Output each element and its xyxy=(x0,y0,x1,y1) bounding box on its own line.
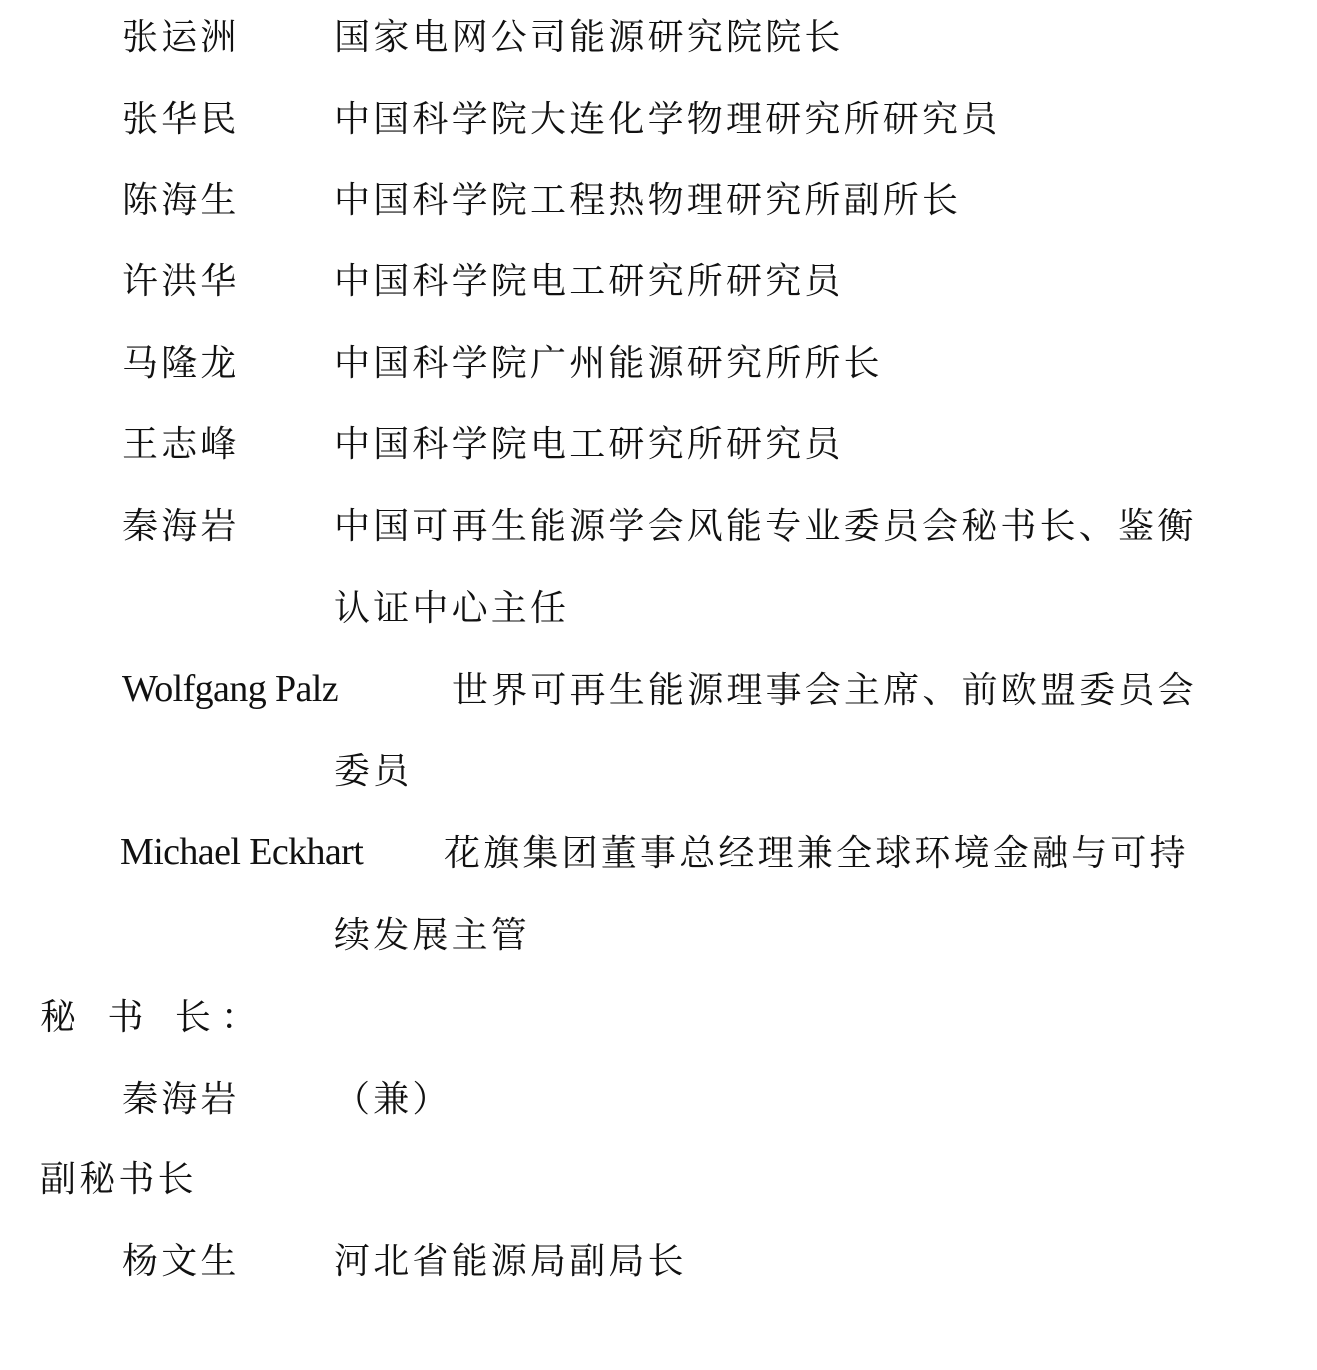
member-name: 许洪华 xyxy=(122,261,240,302)
member-name: 张华民 xyxy=(122,99,240,140)
member-title-line1: 中国可再生能源学会风能专业委员会秘书长、鉴衡 xyxy=(334,506,1197,547)
member-title: 中国科学院大连化学物理研究所研究员 xyxy=(334,99,1001,140)
member-name: Michael Eckhart xyxy=(120,831,364,873)
member-title: 中国科学院电工研究所研究员 xyxy=(334,424,844,465)
member-title-line1: 花旗集团董事总经理兼全球环境金融与可持 xyxy=(444,833,1189,874)
member-title-line2: 委员 xyxy=(334,751,413,792)
member-name: 张运洲 xyxy=(122,17,240,58)
secretary-name: 秦海岩 xyxy=(122,1079,240,1120)
member-title: 国家电网公司能源研究院院长 xyxy=(334,17,844,58)
member-name: 秦海岩 xyxy=(122,506,240,547)
member-title-line1: 世界可再生能源理事会主席、前欧盟委员会 xyxy=(452,670,1197,711)
member-title: 中国科学院电工研究所研究员 xyxy=(334,261,844,302)
deputy-secretary-title: 河北省能源局副局长 xyxy=(334,1241,687,1282)
member-title: 中国科学院广州能源研究所所长 xyxy=(334,343,883,384)
secretary-note: （兼） xyxy=(334,1079,452,1120)
member-title: 中国科学院工程热物理研究所副所长 xyxy=(334,180,962,221)
member-name: Wolfgang Palz xyxy=(122,668,339,710)
member-name: 陈海生 xyxy=(122,180,240,221)
section-heading-deputy-secretary-general: 副秘书长 xyxy=(40,1159,197,1200)
section-heading-secretary-general: 秘 书 长： xyxy=(40,997,267,1038)
member-title-line2: 续发展主管 xyxy=(334,915,531,956)
member-name: 王志峰 xyxy=(122,424,240,465)
deputy-secretary-name: 杨文生 xyxy=(122,1241,240,1282)
member-name: 马隆龙 xyxy=(122,343,240,384)
member-title-line2: 认证中心主任 xyxy=(334,588,570,629)
